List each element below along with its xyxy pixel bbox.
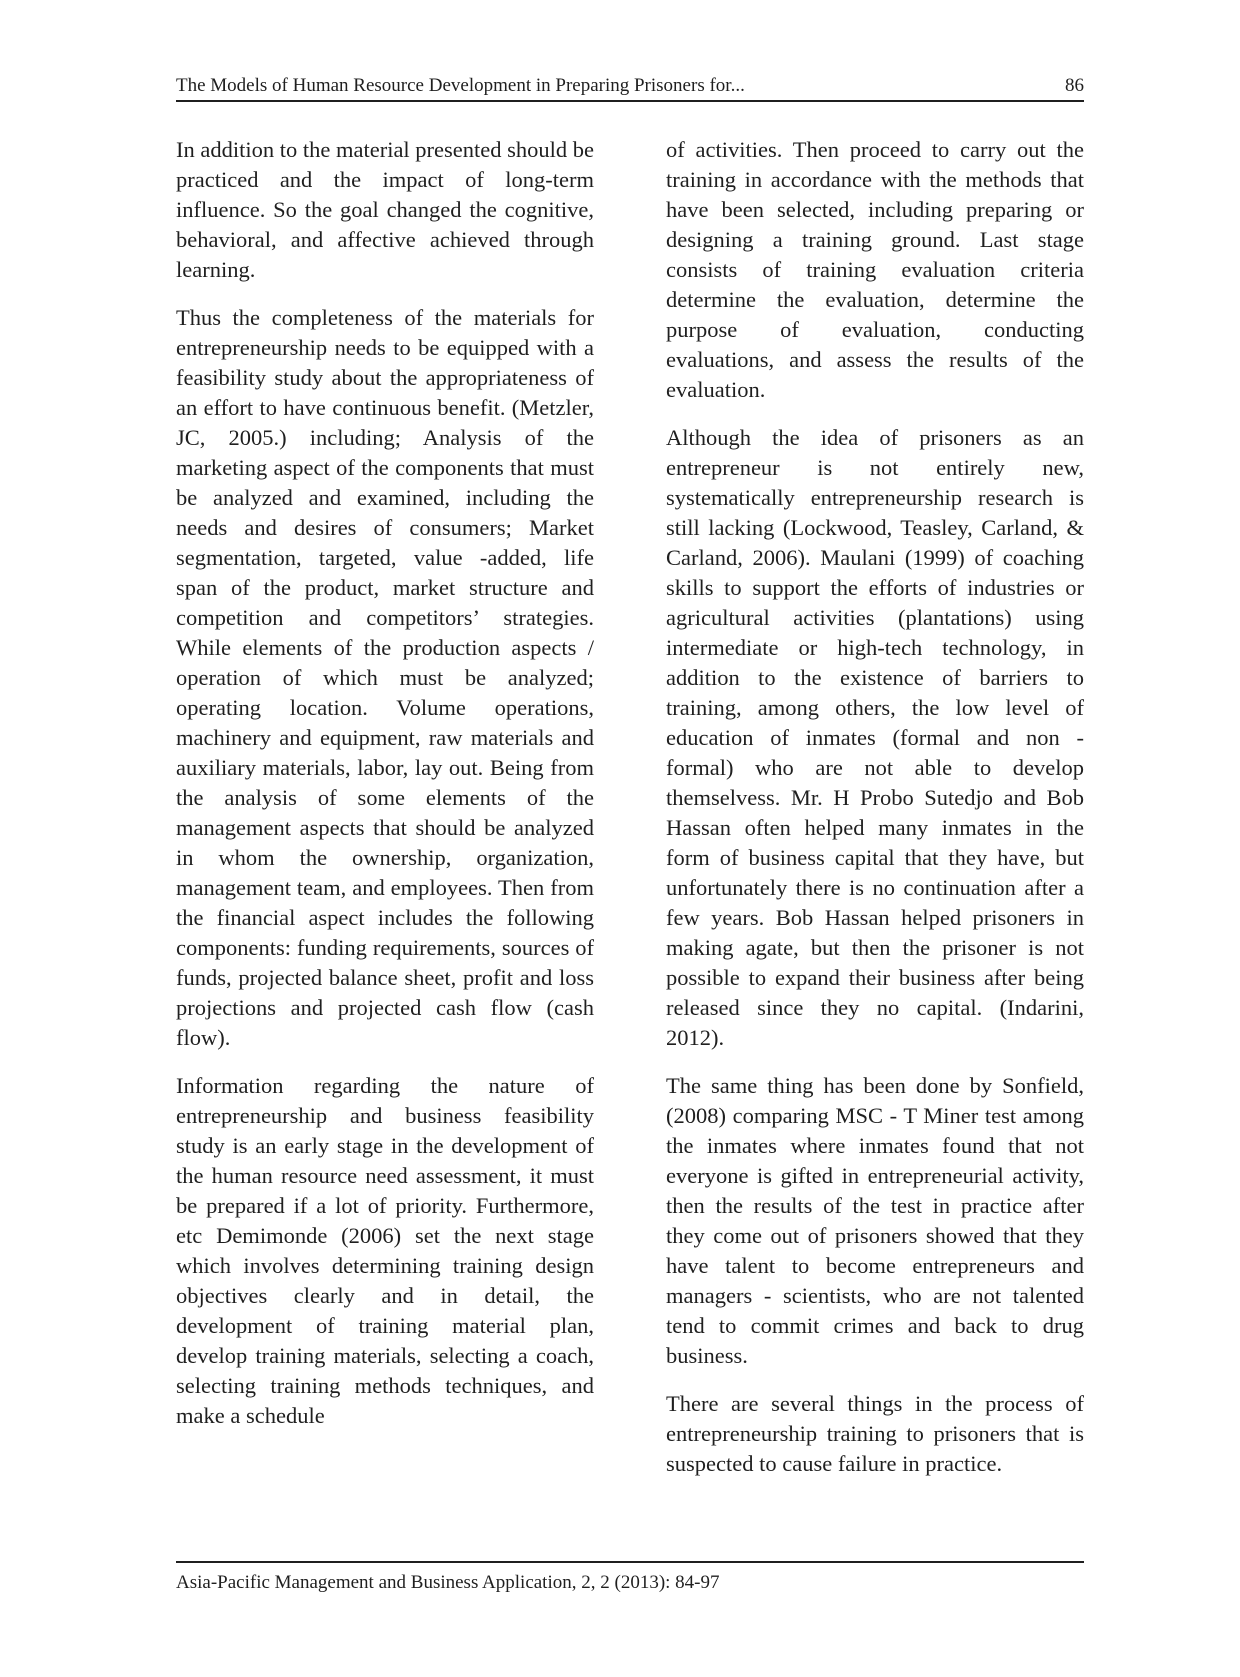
journal-footer (176, 1561, 1084, 1595)
paragraph: The same thing has been done by Sonfield, (2008) comparing MSC - T Miner test among the inmates where inmates found that not everyone is gifted in entrepreneurial activity, then the results of the test in practice after they come out of prisoners showed that they have talent to become entrepreneurs and managers - scientists, who are not talented tend to commit crimes and back to drug business. (666, 1073, 1084, 1368)
page-number: 86 (1065, 75, 1084, 96)
paragraph: Thus the completeness of the materials for entrepreneurship needs to be equipped with a feasibility study about the appropriateness of an effort to have continuous benefit. (Metzler, JC, 2005.) including; Analysis of the marketing aspect of the components that must be analyzed and examined, including the needs and desires of consumers; Market segmentation, targeted, value -added, life span of the product, market structure and competition and competitors’ strategies. While elements of the production aspects / operation of which must be analyzed; operating location. Volume operations, machinery and equipment, raw materials and auxiliary materials, labor, lay out. Being from the analysis of some elements of the management aspects that should be analyzed in whom the ownership, organization, management team, and employees. Then from the financial aspect includes the following components: funding requirements, sources of funds, projected balance sheet, profit and loss projections and projected cash flow (cash flow). (176, 305, 594, 1050)
paragraph: Information regarding the nature of entrepreneurship and business feasibility study is an early stage in the development of the human resource need assessment, it must be prepared if a lot of priority. Furthermore, etc Demimonde (2006) set the next stage which involves determining training design objectives clearly and in detail, the development of training material plan, develop training materials, selecting a coach, selecting training methods techniques, and make a schedule (176, 1073, 594, 1428)
running-header (176, 74, 1084, 102)
right-column (666, 135, 1084, 1497)
paragraph: There are several things in the process of entrepreneurship training to prisoners that is suspected to cause failure in practice. (666, 1391, 1084, 1476)
paragraph: In addition to the material presented should be practiced and the impact of long-term influence. So the goal changed the cognitive, behavioral, and affective achieved through learning. (176, 137, 595, 282)
left-column (176, 135, 594, 1449)
paragraph: of activities. Then proceed to carry out the training in accordance with the methods that have been selected, including preparing or designing a training ground. Last stage consists of training evaluation criteria determine the evaluation, determine the purpose of evaluation, conducting evaluations, and assess the results of the evaluation. (666, 137, 1084, 402)
paragraph: Although the idea of prisoners as an entrepreneur is not entirely new, systematically entrepreneurship research is still lacking (Lockwood, Teasley, Carland, & Carland, 2006). Maulani (1999) of coaching skills to support the efforts of industries or agricultural activities (plantations) using intermediate or high-tech technology, in addition to the existence of barriers to training, among others, the low level of education of inmates (formal and non - formal) who are not able to develop themselvess. Mr. H Probo Sutedjo and Bob Hassan often helped many inmates in the form of business capital that they have, but unfortunately there is no continuation after a few years. Bob Hassan helped prisoners in making agate, but then the prisoner is not possible to expand their business after being released since they no capital. (Indarini, 2012). (666, 425, 1084, 1050)
running-title: The Models of Human Resource Development in Preparing Prisoners for... (176, 75, 745, 96)
journal-citation: Asia-Pacific Management and Business Application, 2, 2 (2013): 84-97 (176, 1572, 720, 1593)
